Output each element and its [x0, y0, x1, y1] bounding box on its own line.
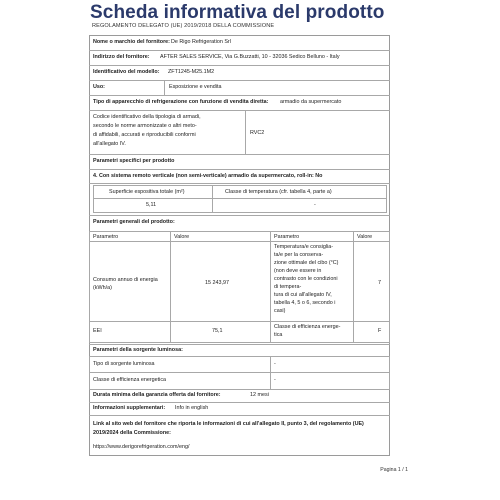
temp-text-8: tabella 4, 5 o 6, secondo i: [274, 300, 336, 306]
general-params-heading: Parametri generali del prodotto:: [93, 219, 175, 225]
eff-class-value: F: [378, 328, 382, 334]
general-params-table: [89, 231, 390, 343]
model-label: Identificativo del modello:: [93, 69, 160, 75]
temp-text-9: casi): [274, 308, 286, 314]
code-text-line-4: all'allegato IV.: [93, 141, 126, 147]
temperature-class-label: Classe di temperatura (cfr. tabella 4, parte a): [225, 189, 332, 195]
code-text-line-3: di affidabili, accurati e riproducibili conformi: [93, 132, 196, 138]
page-title: Scheda informativa del prodotto: [90, 2, 385, 23]
use-divider: [164, 81, 165, 95]
code-text-line-2: secondo le norme armonizzate o altri meto-: [93, 123, 197, 129]
light-heading: Parametri della sorgente luminosa:: [93, 347, 183, 353]
appliance-type-label: Tipo di apparecchio di refrigerazione con funzione di vendita diretta:: [93, 99, 269, 105]
eei-label: EEI: [93, 328, 102, 334]
supplier-website-link[interactable]: https://www.derigorefrigeration.com/eng/: [93, 444, 190, 450]
specific-params-row: [89, 155, 390, 170]
appliance-type-value: armadio da supermercato: [280, 99, 342, 105]
general-params-header-rule: [89, 241, 390, 242]
code-value: RVC2: [250, 130, 265, 136]
display-area-label: Superficie espositiva totale (m²): [109, 189, 185, 195]
remote-heading-row: [89, 170, 390, 184]
model-row: [89, 66, 390, 81]
temp-text-3: zione ottimale del cibo (°C): [274, 260, 339, 266]
display-area-value: 5,11: [146, 202, 157, 208]
additional-value: Info in english: [175, 405, 209, 411]
temp-text-7: tura di cui all'allegato IV,: [274, 292, 332, 298]
supplier-label: Nome o marchio del fornitore:: [93, 39, 170, 45]
additional-row: [89, 403, 390, 416]
header-parameter: Parametro: [93, 234, 119, 240]
code-text-line-1: Codice identificativo della tipologia di armadi,: [93, 114, 201, 120]
eff-class-label-line-1: Classe di efficienza energe-: [274, 324, 341, 330]
light-table-divider: [270, 356, 271, 390]
light-type-label: Tipo di sorgente luminosa: [93, 361, 155, 367]
light-top-rule: [89, 344, 390, 345]
general-params-col-3: [353, 231, 354, 343]
address-row: [89, 51, 390, 66]
light-class-label: Classe di efficienza energetica: [93, 377, 167, 383]
warranty-row: [89, 390, 390, 403]
display-area-table-rule: [93, 198, 387, 199]
energy-label-line-2: (kWh/a): [93, 285, 112, 291]
energy-label-line-1: Consumo annuo di energia: [93, 277, 158, 283]
use-row: [89, 81, 390, 96]
supplier-row: [89, 36, 390, 51]
remote-heading: 4. Con sistema remoto verticale (non semi-verticale) armadio da supermercato, roll-in: No: [93, 173, 323, 179]
code-row: [89, 111, 390, 155]
light-type-value: -: [274, 361, 276, 367]
supplier-value: De Rigo Refrigeration Srl: [171, 39, 231, 45]
use-label: Uso:: [93, 84, 105, 90]
address-label: Indirizzo del fornitore:: [93, 54, 150, 60]
link-text-line-1: Link al sito web del fornitore che riporta le informazioni di cui all'allegato II, punto 3, del regolamento (UE): [93, 421, 364, 427]
display-area-table-divider: [212, 185, 213, 213]
general-params-row-rule: [89, 321, 390, 322]
header-value: Valore: [174, 234, 190, 240]
model-value: ZFT1245-M25.1M2: [168, 69, 215, 75]
temperature-class-value: -: [314, 202, 316, 208]
general-params-col-2: [270, 231, 271, 343]
specific-params-heading: Parametri specifici per prodotto: [93, 158, 175, 164]
link-text-line-2: 2019/2024 della Commissione:: [93, 430, 171, 436]
additional-label: Informazioni supplementari:: [93, 405, 166, 411]
temp-value: 7: [378, 280, 381, 286]
header-parameter-2: Parametro: [274, 234, 300, 240]
light-table-rule: [89, 372, 390, 373]
header-value-2: Valore: [357, 234, 373, 240]
page-number: Pagina 1 / 1: [380, 467, 408, 473]
regulation-subtitle: REGOLAMENTO DELEGATO (UE) 2019/2018 DELLA COMMISSIONE: [92, 23, 275, 29]
general-params-top-rule: [89, 215, 390, 216]
general-params-col-1: [170, 231, 171, 343]
use-value: Esposizione e vendita: [169, 84, 222, 90]
eei-value: 75,1: [212, 328, 223, 334]
temp-text-6: di tempera-: [274, 284, 302, 290]
address-value: AFTER SALES SERVICE, Via G.Buzzatti, 10 - 32036 Sedico Belluno - Italy: [160, 54, 340, 60]
energy-value: 15 243,97: [205, 280, 229, 286]
temp-text-1: Temperatura/e consiglia-: [274, 244, 334, 250]
light-class-value: -: [274, 377, 276, 383]
temp-text-2: ta/e per la conserva-: [274, 252, 324, 258]
warranty-value: 12 mesi: [250, 392, 269, 398]
appliance-type-row: [89, 96, 390, 111]
code-divider: [245, 111, 246, 154]
temp-text-4: (non deve essere in: [274, 268, 322, 274]
eff-class-label-line-2: tica: [274, 332, 283, 338]
temp-text-5: contrasto con le condizioni: [274, 276, 338, 282]
warranty-label: Durata minima della garanzia offerta dal fornitore:: [93, 392, 221, 398]
